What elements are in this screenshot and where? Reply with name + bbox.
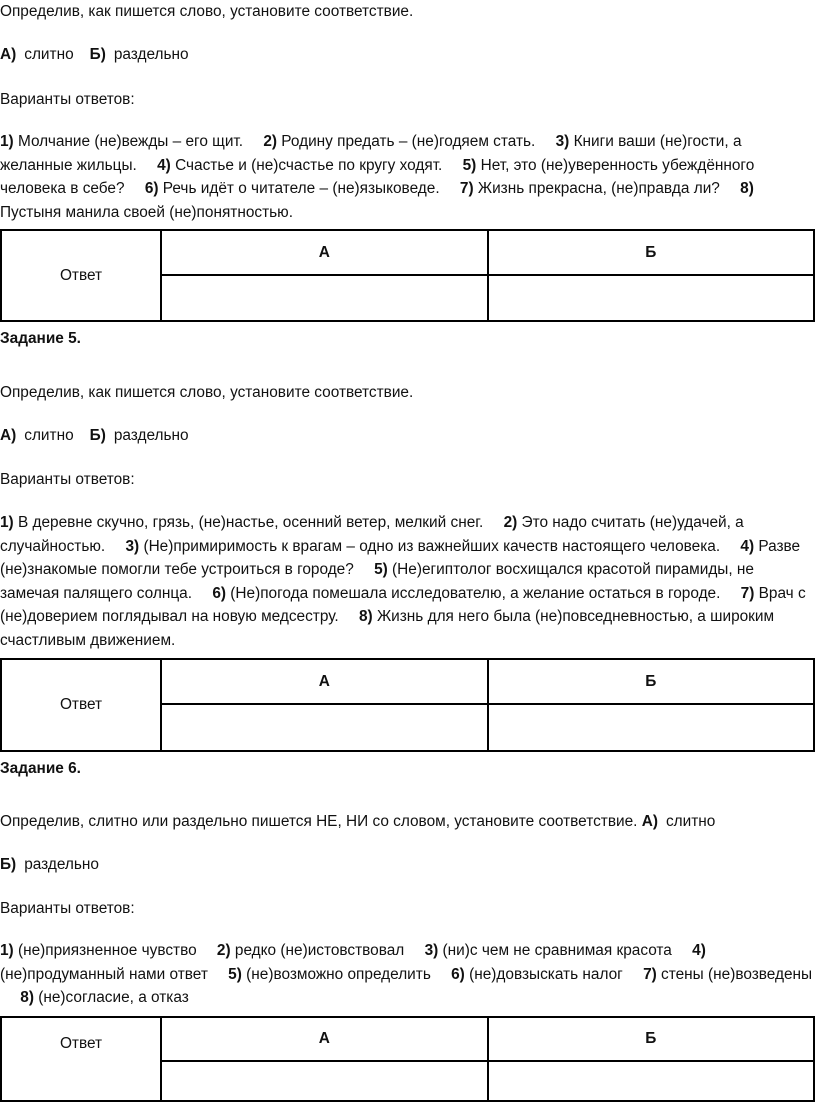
variants-label: Варианты ответов: bbox=[0, 900, 135, 917]
item-text: (не)приязненное чувство bbox=[17, 942, 197, 959]
item-number: 2) bbox=[263, 133, 278, 150]
item-text: (не)продуманный нами ответ bbox=[0, 965, 208, 983]
variants-list bbox=[0, 130, 814, 224]
item-text: (ни)с чем не сравнимая красота bbox=[442, 942, 672, 959]
item-text: Молчание (не)вежды – его щит. bbox=[17, 133, 244, 150]
answer-options bbox=[0, 853, 99, 877]
item-text: (не)возможно определить bbox=[246, 965, 431, 983]
variants-label: Варианты ответов: bbox=[0, 471, 135, 488]
item-number: 7) bbox=[459, 180, 474, 197]
item-number: 4) bbox=[157, 156, 171, 174]
option-a-text: слитно bbox=[24, 427, 74, 444]
item-text: Разве (не)знакомые помогли тебе устроиться в городе? bbox=[0, 537, 801, 578]
item-text: редко (не)истовствовал bbox=[234, 942, 405, 959]
instruction-line bbox=[0, 810, 715, 834]
item-text: (не)согласие, а отказ bbox=[38, 989, 189, 1006]
item-text: Нет, это (не)уверенность убеждённого человека в себе? bbox=[0, 156, 755, 197]
column-header-b: Б bbox=[488, 1017, 815, 1061]
answer-cell-a[interactable] bbox=[161, 275, 488, 321]
answer-table bbox=[0, 1016, 815, 1102]
answer-row-label: Ответ bbox=[1, 1017, 161, 1101]
answer-cell-b[interactable] bbox=[488, 704, 815, 751]
item-number: 8) bbox=[20, 989, 34, 1006]
item-text: (не)довзыскать налог bbox=[469, 965, 623, 983]
answer-cell-a[interactable] bbox=[161, 1061, 488, 1101]
option-b-letter: Б) bbox=[0, 856, 17, 873]
item-text: (Не)погода помешала исследователю, а желание остаться в городе. bbox=[230, 584, 721, 602]
item-text: Речь идёт о читателе – (не)языковеде. bbox=[162, 180, 440, 197]
option-b-text: раздельно bbox=[113, 46, 189, 63]
answer-table bbox=[0, 658, 815, 752]
item-text: Счастье и (не)счастье по кругу ходят. bbox=[175, 156, 443, 174]
variants-list bbox=[0, 939, 814, 1010]
item-number: 1) bbox=[0, 514, 14, 531]
column-header-b: Б bbox=[488, 659, 815, 704]
item-number: 8) bbox=[358, 608, 373, 625]
item-number: 3) bbox=[555, 133, 570, 150]
item-number: 8) bbox=[740, 180, 754, 197]
item-number: 1) bbox=[0, 133, 14, 150]
variants-label: Варианты ответов: bbox=[0, 91, 135, 108]
option-b-letter: Б) bbox=[89, 427, 106, 444]
item-text: Это надо считать (не)удачей, а случайностью. bbox=[0, 514, 744, 555]
item-number: 7) bbox=[740, 584, 755, 602]
option-a-letter: А) bbox=[0, 46, 17, 63]
item-number: 4) bbox=[692, 942, 706, 959]
item-number: 6) bbox=[144, 180, 159, 197]
answer-cell-b[interactable] bbox=[488, 1061, 815, 1101]
item-number: 2) bbox=[503, 514, 518, 531]
instruction-text: Определив, слитно или раздельно пишется НЕ, НИ со словом, установите соответствие. bbox=[0, 813, 638, 830]
item-number: 3) bbox=[125, 537, 140, 555]
task-title: Задание 6. bbox=[0, 760, 81, 777]
item-text: В деревне скучно, грязь, (не)настье, осенний ветер, мелкий снег. bbox=[17, 514, 484, 531]
column-header-a: А bbox=[161, 230, 488, 275]
item-text: Врач с (не)доверием поглядывал на новую медсестру. bbox=[0, 584, 806, 625]
answer-row-label: Ответ bbox=[1, 659, 161, 751]
answer-row-label: Ответ bbox=[1, 230, 161, 321]
item-number: 1) bbox=[0, 942, 14, 959]
answer-options bbox=[0, 424, 189, 448]
option-a-letter: А) bbox=[0, 427, 17, 444]
item-text: Жизнь прекрасна, (не)правда ли? bbox=[477, 180, 720, 197]
column-header-b: Б bbox=[488, 230, 815, 275]
item-text: (Не)примиримость к врагам – одно из важнейших качеств настоящего человека. bbox=[143, 537, 721, 555]
option-a-letter: А) bbox=[641, 813, 658, 830]
answer-options bbox=[0, 43, 189, 67]
item-text: Родину предать – (не)годяем стать. bbox=[281, 133, 536, 150]
item-number: 3) bbox=[424, 942, 439, 959]
item-number: 6) bbox=[451, 965, 465, 983]
item-number: 4) bbox=[740, 537, 755, 555]
instruction-text: Определив, как пишется слово, установите соответствие. bbox=[0, 3, 414, 20]
column-header-a: А bbox=[161, 659, 488, 704]
item-number: 5) bbox=[228, 965, 242, 983]
item-number: 5) bbox=[462, 156, 477, 174]
item-number: 2) bbox=[216, 942, 231, 959]
item-text: Жизнь для него была (не)повседневностью, а широким счастливым движением. bbox=[0, 608, 775, 649]
item-text: Книги ваши (не)гости, а желанные жильцы. bbox=[0, 133, 742, 174]
option-a-text: слитно bbox=[24, 46, 74, 63]
item-number: 5) bbox=[374, 561, 388, 578]
item-text: (Не)египтолог восхищался красотой пирамиды, не замечая палящего солнца. bbox=[0, 561, 754, 602]
answer-table bbox=[0, 229, 815, 322]
option-b-text: раздельно bbox=[113, 427, 189, 444]
option-a-text: слитно bbox=[665, 813, 716, 830]
item-number: 6) bbox=[212, 584, 226, 602]
instruction-text: Определив, как пишется слово, установите соответствие. bbox=[0, 384, 414, 401]
item-number: 7) bbox=[643, 965, 657, 983]
answer-cell-b[interactable] bbox=[488, 275, 815, 321]
task-title: Задание 5. bbox=[0, 330, 81, 347]
answer-cell-a[interactable] bbox=[161, 704, 488, 751]
option-b-letter: Б) bbox=[89, 46, 106, 63]
item-text: стены (не)возведены bbox=[661, 965, 813, 983]
option-b-text: раздельно bbox=[24, 856, 99, 873]
column-header-a: А bbox=[161, 1017, 488, 1061]
item-text: Пустыня манила своей (не)понятностью. bbox=[0, 203, 293, 221]
variants-list bbox=[0, 511, 814, 652]
